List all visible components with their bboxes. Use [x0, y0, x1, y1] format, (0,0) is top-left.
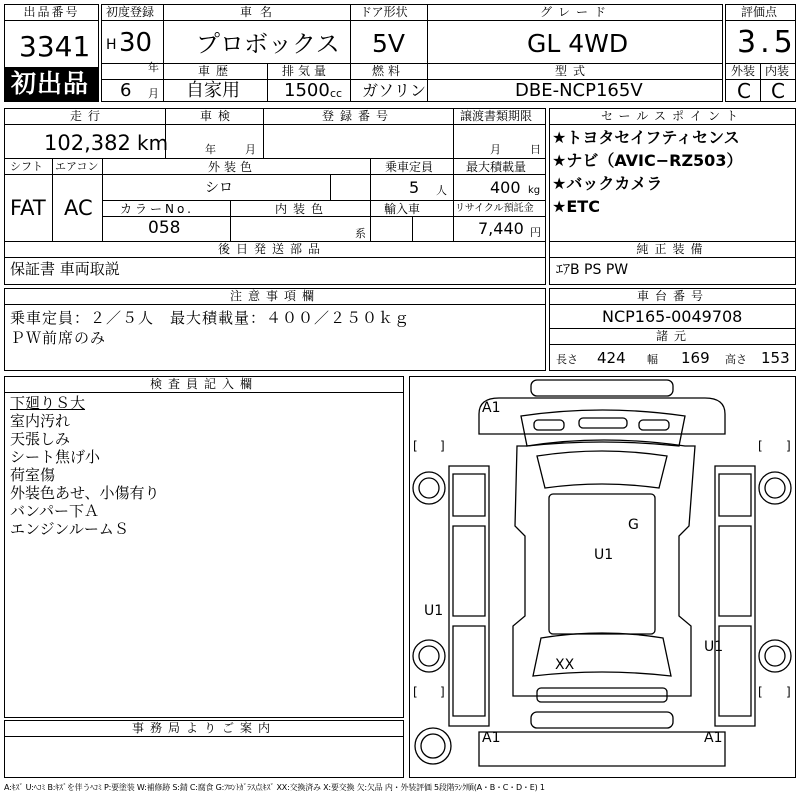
bracket-mark: [: [758, 685, 763, 699]
inspector-line: 室内汚れ: [10, 412, 71, 430]
displacement: 1500: [284, 80, 330, 101]
color-no-label: カラーNo.: [120, 202, 194, 216]
sales-point-item: ★トヨタセイフティセンス: [552, 128, 740, 147]
genuine-label: 純正装備: [550, 242, 795, 258]
first-listing-text: 初出品: [11, 69, 90, 98]
mark-rear: XX: [555, 657, 575, 673]
inspection-month-unit: 月: [245, 143, 256, 156]
history-label: 車歴: [198, 64, 235, 78]
recycle-fee: 7,440: [478, 219, 524, 238]
length: 424: [597, 349, 626, 367]
genuine-equipment: ｴｱB PS PW: [556, 262, 629, 278]
capacity-unit: 人: [436, 184, 447, 197]
mark-center: U1: [594, 547, 614, 563]
bracket-mark: [: [413, 439, 418, 453]
first-reg-label: 初度登録: [106, 5, 155, 19]
int-color-label: 内装色: [275, 202, 330, 216]
interior-label: 内装: [765, 64, 790, 78]
max-load-unit: kg: [528, 185, 541, 196]
width-label: 幅: [647, 353, 658, 366]
history: 自家用: [186, 80, 240, 101]
era: H: [106, 37, 117, 53]
chassis-label: 車台番号: [637, 289, 710, 303]
lot-box: [4, 4, 99, 102]
office-box: [4, 720, 404, 778]
notes-line-1: 乗車定員：２／５人 最大積載量：４００／２５０ｋｇ: [10, 309, 411, 327]
sales-points-label: セールスポイント: [550, 109, 795, 125]
inspector-line: 天張しみ: [10, 430, 71, 448]
reg-no-label: 登録番号: [322, 109, 395, 123]
mark-roof: G: [628, 517, 639, 533]
recycle-label: リサイクル預託金: [455, 203, 534, 214]
displacement-label: 排気量: [282, 64, 331, 78]
bracket-mark: ]: [440, 439, 445, 453]
first-reg-year: 30: [119, 28, 153, 58]
door-label: ドア形状: [360, 5, 408, 19]
transfer-label: 譲渡書類期限: [460, 109, 533, 123]
capacity-label: 乗車定員: [385, 160, 434, 174]
shift-label: シフト: [10, 160, 43, 173]
inspector-line: 下廻りＳ大: [10, 394, 86, 412]
inspection-label: 車検: [200, 109, 237, 123]
capacity: 5: [409, 178, 420, 197]
max-load-label: 最大積載量: [466, 160, 527, 174]
model: DBE-NCP165V: [515, 80, 643, 101]
inspection-year-unit: 年: [205, 143, 216, 156]
km-unit: km: [137, 131, 169, 155]
inspector-line: エンジンルームＳ: [10, 520, 129, 538]
notes-line-2: ＰＷ前席のみ: [10, 329, 107, 347]
fuel: ガソリン: [362, 81, 427, 100]
length-label: 長さ: [556, 353, 578, 366]
inspector-line: シート焦げ小: [10, 448, 101, 466]
inspector-line: 外装色あせ、小傷有り: [10, 484, 160, 502]
transfer-month-unit: 月: [490, 143, 501, 156]
transfer-day-unit: 日: [530, 143, 541, 156]
car-diagram: [409, 376, 796, 778]
cc-unit: cc: [330, 87, 343, 100]
car-name-label: 車名: [240, 5, 281, 19]
score-label: 評価点: [741, 5, 778, 19]
later-parts: 保証書 車両取説: [10, 260, 120, 278]
color-no: 058: [148, 218, 181, 238]
inspector-line: バンパー下Ａ: [10, 502, 99, 520]
height: 153: [761, 349, 790, 367]
sales-point-item: ★ETC: [552, 197, 600, 216]
car-name: プロボックス: [196, 30, 340, 58]
sales-point-item: ★ナビ（AVIC−RZ503）: [552, 151, 743, 170]
lot-number: 3341: [19, 30, 91, 63]
first-reg-month: 6: [120, 80, 132, 101]
mileage-label: 走行: [70, 109, 107, 123]
max-load: 400: [490, 178, 521, 197]
width: 169: [681, 349, 710, 367]
ac-label: エアコン: [55, 160, 99, 173]
lot-label: 出品番号: [5, 5, 98, 21]
inspector-line: 荷室傷: [10, 466, 56, 484]
fuel-label: 燃料: [372, 64, 405, 78]
notes-label: 注意事項欄: [5, 289, 545, 305]
ext-color-label: 外装色: [208, 160, 257, 174]
mark-left-side: U1: [424, 603, 444, 619]
grade-label: グレード: [540, 5, 613, 19]
bracket-mark: ]: [786, 439, 791, 453]
bracket-mark: [: [413, 685, 418, 699]
later-parts-label: 後日発送部品: [218, 242, 327, 256]
door-type: 5V: [372, 29, 406, 58]
bracket-mark: [: [758, 439, 763, 453]
mark-rear-bottom-right: A1: [704, 730, 723, 746]
grade: GL 4WD: [527, 29, 629, 58]
mileage: 102,382: [44, 131, 131, 155]
exterior-label: 外装: [731, 64, 756, 78]
score: 3.5: [737, 25, 797, 60]
bracket-mark: ]: [440, 685, 445, 699]
legend-footer: A:ｷｽﾞ U:ﾍｺﾐ B:ｷｽﾞを伴うﾍｺﾐ P:要塗装 W:補修跡 S:錆 C:腐食 G:ﾌﾛﾝﾄｶﾞﾗｽ点ｷｽﾞ XX:交換済み X:要交換 欠:欠品 内・外装評価 5段階ﾗﾝｸ順(A・B・C・D・E) 1: [4, 783, 545, 792]
int-color-unit: 系: [355, 227, 366, 240]
dims-label: 諸元: [656, 329, 693, 343]
ext-color: シロ: [205, 180, 233, 196]
shift: FAT: [10, 196, 46, 220]
interior-grade: C: [771, 79, 785, 103]
year-unit: 年: [148, 61, 159, 74]
mark-rear-bottom-left: A1: [482, 730, 501, 746]
chassis-number: NCP165-0049708: [602, 307, 743, 326]
model-label: 型式: [555, 64, 592, 78]
import-label: 輸入車: [384, 202, 421, 216]
month-unit: 月: [148, 87, 159, 100]
ac: AC: [64, 196, 93, 220]
exterior-grade: C: [737, 79, 751, 103]
office-label: 事務局よりご案内: [5, 721, 403, 737]
sales-point-item: ★バックカメラ: [552, 174, 663, 193]
inspector-label: 検査員記入欄: [5, 377, 403, 393]
recycle-unit: 円: [530, 226, 541, 239]
height-label: 高さ: [725, 353, 747, 366]
mark-front-left: A1: [482, 400, 501, 416]
mark-right-side: U1: [704, 639, 724, 655]
bracket-mark: ]: [786, 685, 791, 699]
